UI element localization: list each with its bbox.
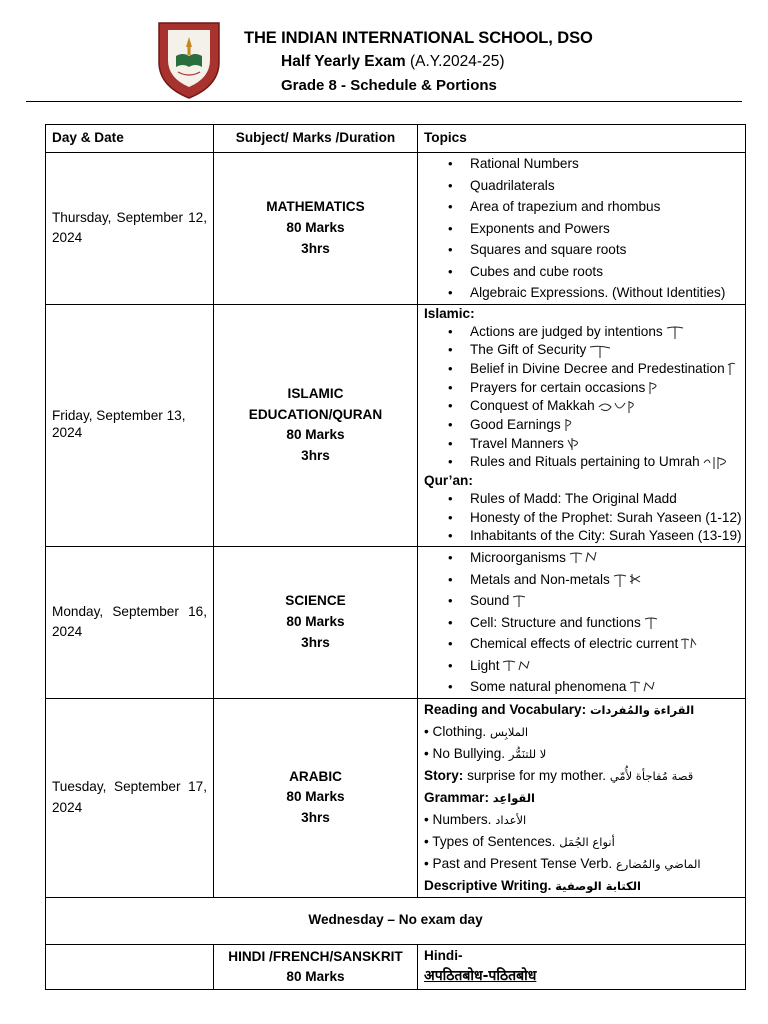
- topic-text: The Gift of Security: [470, 342, 587, 358]
- sentences-arabic: أنواع الجُمَل: [559, 834, 615, 849]
- topic-item: • Quadrilaterals: [470, 175, 739, 197]
- bullying-english: • No Bullying.: [424, 745, 506, 761]
- clothing-arabic: الملابِس: [489, 724, 529, 739]
- handwritten-mark-icon: [568, 550, 608, 566]
- topic-item: • Exponents and Powers: [470, 218, 739, 240]
- topic-text: Prayers for certain occasions: [470, 379, 646, 395]
- topic-list: [424, 547, 739, 698]
- topic-text: Some natural phenomena: [470, 679, 627, 695]
- topic-item: • Area of trapezium and rhombus: [470, 196, 739, 218]
- table-row: [46, 304, 746, 547]
- section-heading: Qur’an:: [424, 473, 473, 488]
- numbers-english: • Numbers.: [424, 811, 492, 827]
- story-label: Story:: [424, 767, 464, 783]
- topic-text: Good Earnings: [470, 416, 561, 432]
- subject-name: SCIENCE: [285, 593, 346, 609]
- grammar-arabic: القواعِد: [492, 790, 535, 805]
- column-header-date: Day & Date: [46, 125, 214, 153]
- topic-text: Conquest of Makkah: [470, 398, 595, 414]
- topic-item: [470, 633, 739, 655]
- topic-item: • Honesty of the Prophet: Surah Yaseen (1-12): [470, 509, 739, 528]
- exam-date: Thursday, September 12, 2024: [46, 153, 214, 305]
- handwritten-mark-icon: [511, 593, 551, 609]
- arabic-line: [424, 765, 739, 787]
- topic-item: [470, 416, 739, 435]
- table-row: [46, 547, 746, 699]
- topic-item: [470, 379, 739, 398]
- subject-name: MATHEMATICS: [266, 199, 365, 215]
- column-header-topics: Topics: [418, 125, 746, 153]
- topic-text: Travel Manners: [470, 435, 564, 451]
- subject-marks: 80 Marks: [286, 789, 345, 805]
- tense-english: • Past and Present Tense Verb.: [424, 855, 613, 871]
- handwritten-mark-icon: [643, 615, 683, 631]
- reading-arabic: القراءة والمُفردات: [589, 702, 695, 717]
- topics-cell: [418, 944, 746, 989]
- subject-duration: 3hrs: [301, 447, 330, 463]
- arabic-line: [424, 831, 739, 853]
- story-arabic: قصة مُفاجأة لأُمّي: [609, 768, 694, 783]
- hindi-heading: Hindi-: [424, 947, 463, 963]
- handwritten-mark-icon: [680, 636, 720, 652]
- subject-cell: [214, 698, 418, 897]
- no-exam-day: Wednesday – No exam day: [46, 897, 746, 944]
- handwritten-mark-icon: [597, 399, 637, 415]
- topic-list: [424, 490, 742, 546]
- table-row: [46, 698, 746, 897]
- subject-cell: [214, 944, 418, 989]
- topic-text: Light: [470, 657, 500, 673]
- topic-list: [424, 153, 739, 304]
- writing-arabic: الكتابة الوصفية: [555, 878, 641, 893]
- topic-item: • Rational Numbers: [470, 153, 739, 175]
- exam-date: Tuesday, September 17, 2024: [46, 698, 214, 897]
- exam-subtitle: [281, 53, 504, 71]
- subject-name: ARABIC: [289, 768, 342, 784]
- subject-marks: 80 Marks: [286, 427, 345, 443]
- clothing-english: • Clothing.: [424, 723, 487, 739]
- subject-cell: [214, 547, 418, 699]
- topics-cell: [418, 698, 746, 897]
- subject-name: HINDI /FRENCH/SANSKRIT: [228, 948, 403, 964]
- grade-title: Grade 8 - Schedule & Portions: [281, 77, 497, 94]
- exam-date: [46, 944, 214, 989]
- arabic-line: [424, 743, 739, 765]
- subject-cell: [214, 304, 418, 547]
- arabic-line: [424, 853, 739, 875]
- topic-item: [470, 397, 739, 416]
- table-header-row: [46, 125, 746, 153]
- topic-item: [470, 341, 739, 360]
- topic-item: • Inhabitants of the City: Surah Yaseen (13-19): [470, 527, 739, 546]
- handwritten-mark-icon: [665, 324, 705, 340]
- subject-cell: [214, 153, 418, 305]
- handwritten-mark-icon: [727, 361, 767, 377]
- schedule-table: [45, 124, 746, 990]
- handwritten-mark-icon: [566, 436, 606, 452]
- subject-duration: 3hrs: [301, 809, 330, 825]
- topic-item: [470, 655, 739, 677]
- topic-item: [470, 453, 739, 472]
- handwritten-mark-icon: [612, 572, 652, 588]
- topic-item: • Squares and square roots: [470, 239, 739, 261]
- topic-item: • Algebraic Expressions. (Without Identities): [470, 282, 739, 304]
- handwritten-mark-icon: [702, 455, 742, 471]
- topic-text: Microorganisms: [470, 550, 566, 566]
- arabic-line: [424, 787, 739, 809]
- column-header-subject: Subject/ Marks /Duration: [214, 125, 418, 153]
- writing-label: Descriptive Writing.: [424, 877, 552, 893]
- academic-year: (A.Y.2024-25): [409, 53, 505, 70]
- topic-text: Metals and Non-metals: [470, 571, 610, 587]
- topic-item: [470, 612, 739, 634]
- bullying-arabic: لا للتنَمُّر: [508, 746, 547, 761]
- topics-cell: [418, 547, 746, 699]
- document-header: [0, 0, 768, 102]
- subject-marks: 80 Marks: [286, 219, 345, 235]
- handwritten-mark-icon: [588, 343, 628, 359]
- school-name: THE INDIAN INTERNATIONAL SCHOOL, DSO: [244, 29, 593, 47]
- reading-label: Reading and Vocabulary:: [424, 701, 587, 717]
- handwritten-mark-icon: [563, 417, 603, 433]
- topic-text: Chemical effects of electric current: [470, 636, 679, 652]
- hindi-topic: अपठितबोध-पठितबोध: [424, 967, 537, 984]
- section-heading: Islamic:: [424, 305, 475, 321]
- topic-item: [470, 360, 739, 379]
- topic-item: [470, 569, 739, 591]
- subject-marks: 80 Marks: [286, 969, 345, 985]
- topic-item: • Rules of Madd: The Original Madd: [470, 490, 739, 509]
- topic-item: [470, 547, 739, 569]
- arabic-line: [424, 721, 739, 743]
- subject-name: ISLAMIC EDUCATION/QURAN: [248, 385, 383, 422]
- grammar-label: Grammar:: [424, 789, 489, 805]
- subject-duration: 3hrs: [301, 634, 330, 650]
- table-row: [46, 153, 746, 305]
- topic-text: Belief in Divine Decree and Predestination: [470, 360, 725, 376]
- topics-cell: [418, 153, 746, 305]
- topic-item: [470, 323, 739, 342]
- topic-list: [424, 323, 739, 473]
- tense-arabic: الماضي والمُضارع: [615, 856, 701, 871]
- arabic-line: [424, 875, 739, 897]
- subject-duration: 3hrs: [301, 240, 330, 256]
- topic-text: Actions are judged by intentions: [470, 323, 663, 339]
- topic-text: Cell: Structure and functions: [470, 614, 641, 630]
- topic-item: [470, 590, 739, 612]
- handwritten-mark-icon: [628, 679, 668, 695]
- arabic-line: [424, 809, 739, 831]
- header-divider: [26, 101, 742, 102]
- school-crest-logo: [156, 20, 222, 100]
- sentences-english: • Types of Sentences.: [424, 833, 556, 849]
- topics-cell: [418, 304, 746, 547]
- exam-date: Friday, September 13, 2024: [46, 304, 214, 547]
- topic-text: Rules and Rituals pertaining to Umrah: [470, 454, 700, 470]
- exam-label: Half Yearly Exam: [281, 53, 406, 70]
- table-row: [46, 944, 746, 989]
- topic-item: [470, 435, 739, 454]
- handwritten-mark-icon: [501, 658, 541, 674]
- handwritten-mark-icon: [647, 380, 687, 396]
- story-english: surprise for my mother.: [467, 767, 607, 783]
- topic-item: [470, 676, 739, 698]
- topic-text: Sound: [470, 593, 510, 609]
- numbers-arabic: الأعداد: [495, 812, 527, 827]
- table-row: [46, 897, 746, 944]
- topic-item: • Cubes and cube roots: [470, 261, 739, 283]
- subject-marks: 80 Marks: [286, 613, 345, 629]
- arabic-reading-heading: [424, 699, 739, 721]
- exam-date: Monday, September 16, 2024: [46, 547, 214, 699]
